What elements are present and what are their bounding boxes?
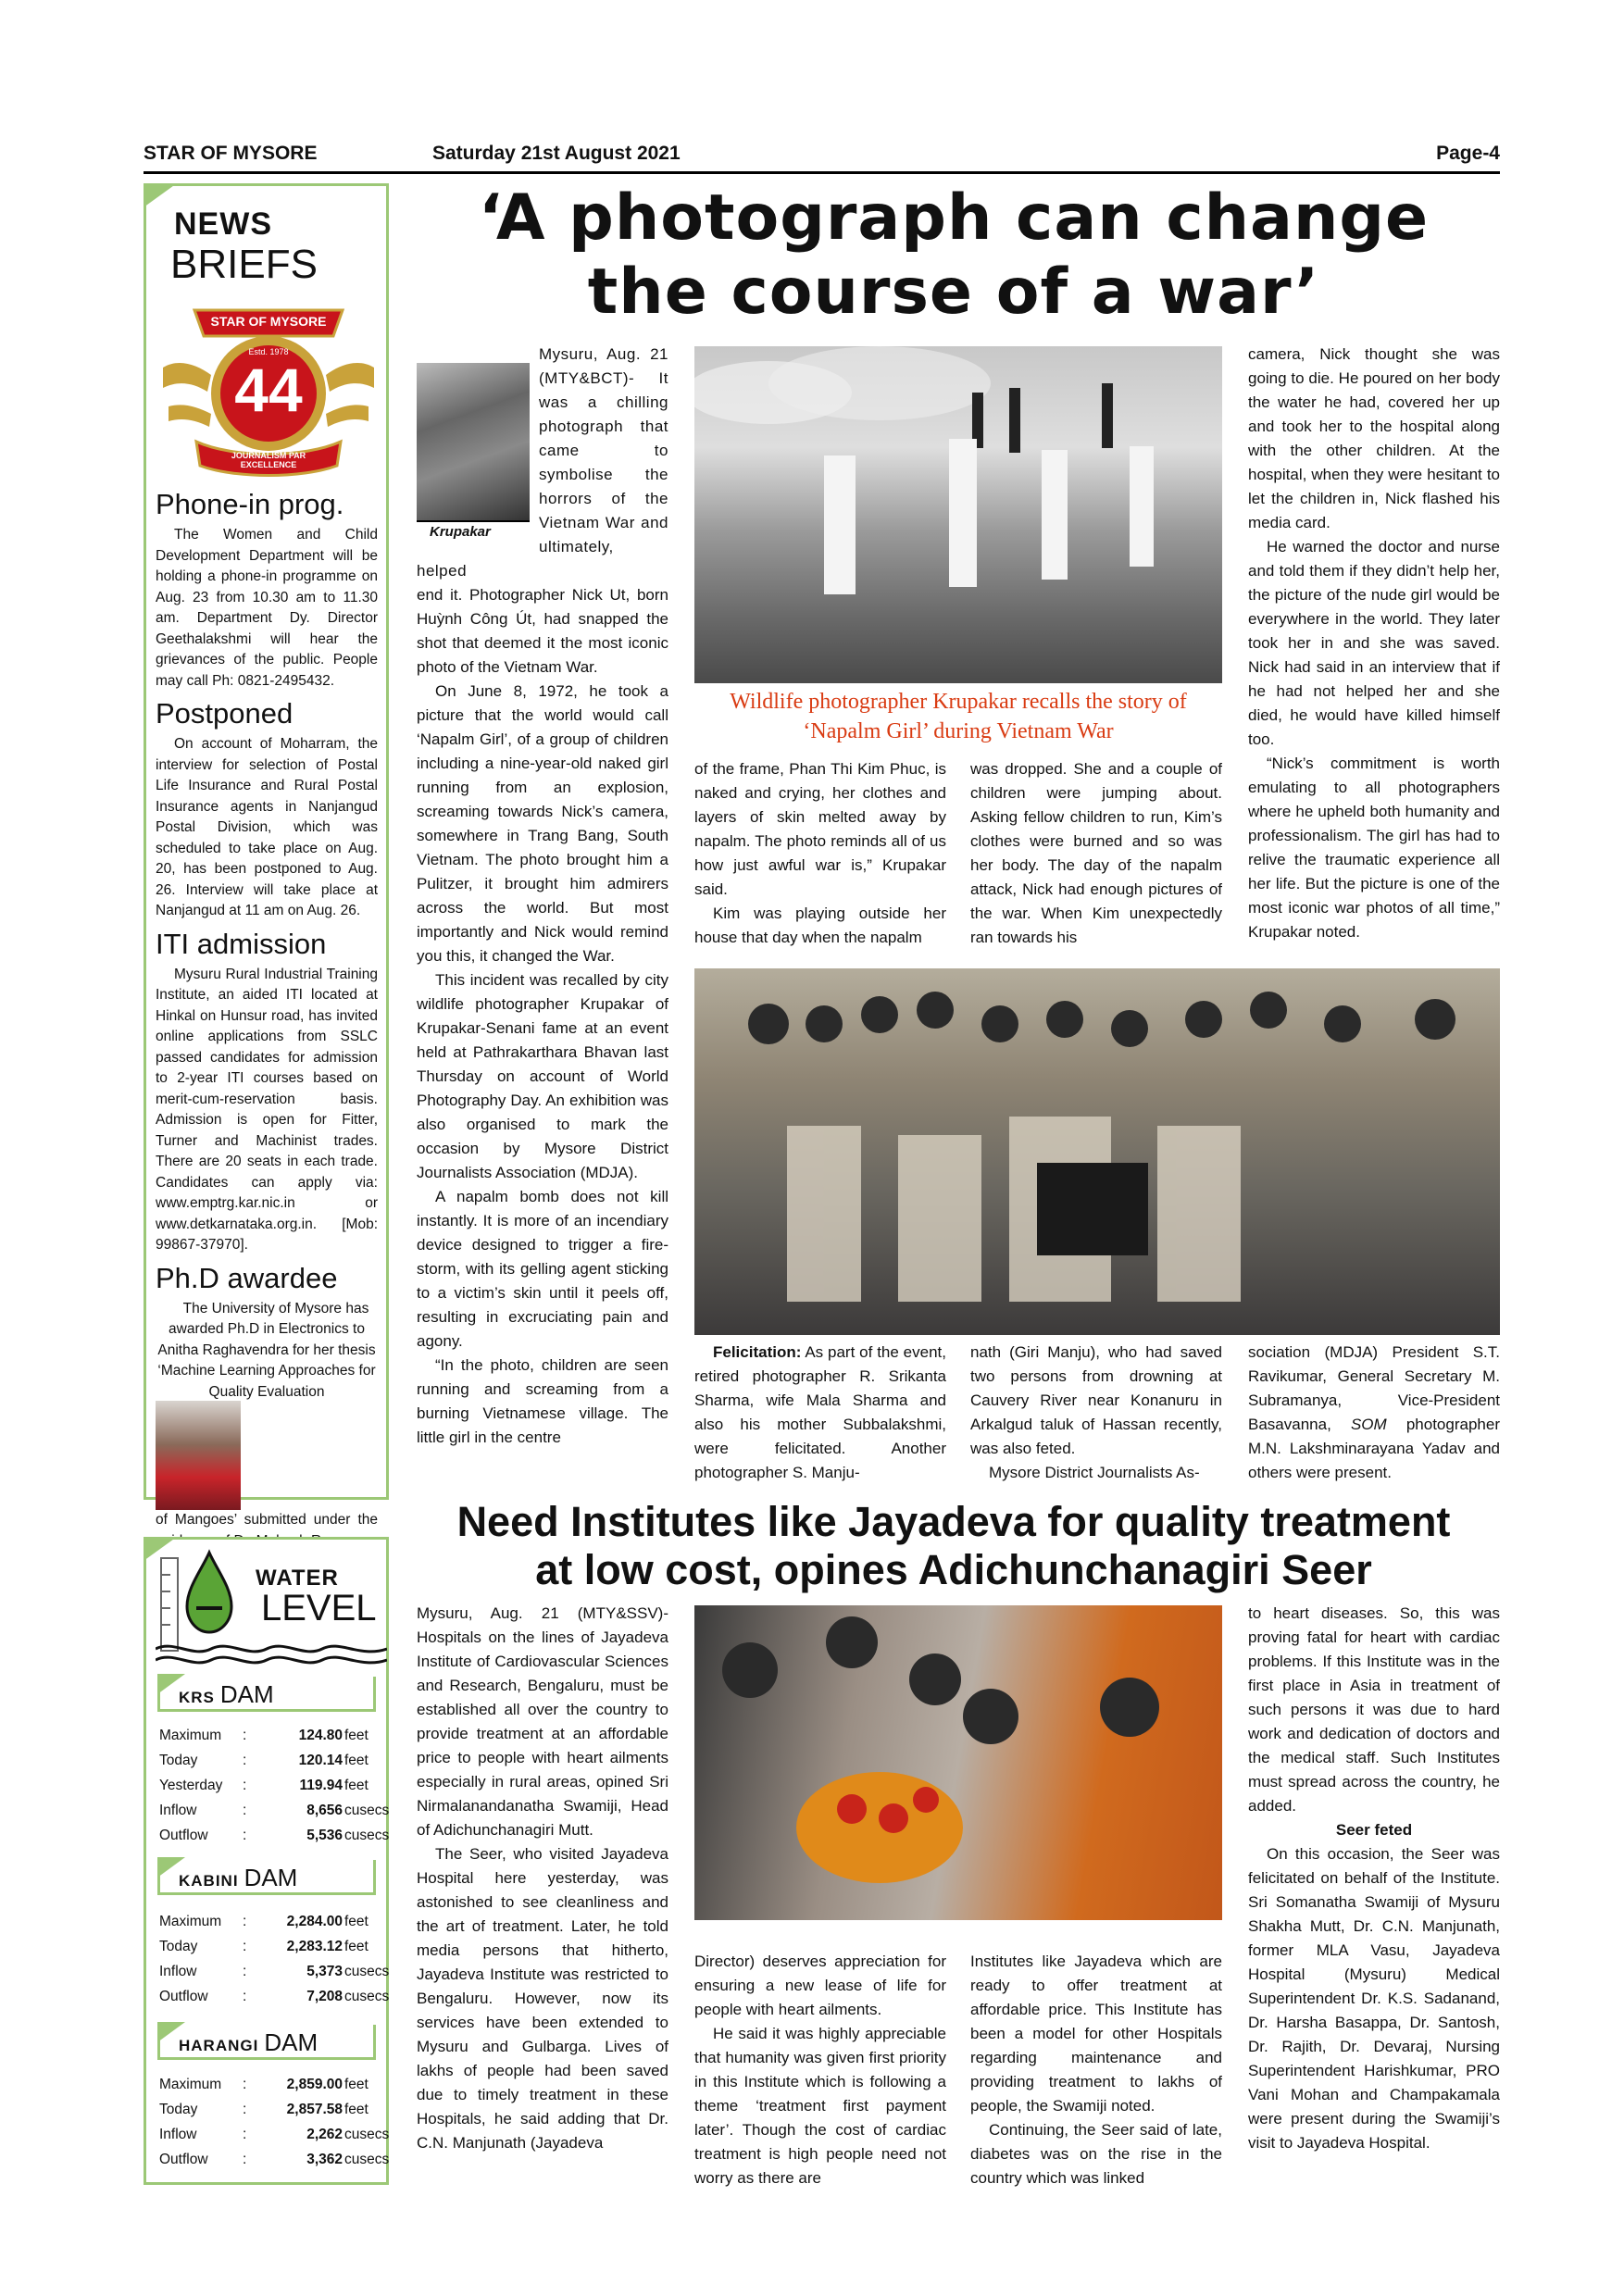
brief-heading: Postponed [156,697,294,730]
dam-title-harangi [157,2025,376,2060]
krupakar-photo-block [417,363,530,540]
brief-body: Mysuru Rural Industrial Training Institute, an aided ITI located at Hinkal on Hunsur road, has invited online applications from SSLC passed candidates for admission to 2-year ITI courses based on merit-cum-reservation basis. Admission is open for Fitter, Turner and Machinist trades. There are 20 seats in each trade. Candidates can apply via: www.emptrg.kar.nic.in or www.detkarnataka.org.in. [Mob: 99867-37970]. [156,966,378,1253]
story2-col-3 [970,1950,1222,2190]
dam-row: Yesterday : 119.94 feet [159,1778,369,1793]
star-of-mysore-44-logo [159,303,378,477]
dam-row: Maximum : 2,859.00 feet [159,2077,369,2092]
story1-body: camera, Nick thought she was going to die. He poured on her body the water he had, covered her up and took her to the hospital along with the other children. At the hospital, when they were hesitant to let the children in, Nick flashed his media card. [1248,345,1500,531]
headline-line-2: the course of a war’ [587,256,1320,329]
headline-line-1: ‘A photograph can change [478,181,1430,255]
dam-row: Outflow : 7,208 cusecs [159,1989,390,2004]
water-level-box [144,1537,389,2185]
water-title-a: WATER [256,1566,339,1591]
brief-list [156,482,378,1552]
story2-body: Continuing, the Seer said of late, diabetes was on the rise in the country which was linked [970,2121,1222,2187]
napalm-photo-caption: Wildlife photographer Krupakar recalls the story of ‘Napalm Girl’ during Vietnam War [730,690,1187,743]
dam-row: Today : 2,857.58 feet [159,2102,369,2117]
felicitation-caption-col-3 [970,1341,1222,1485]
felicitation-text: nath (Giri Manju), who had saved two persons from drowning at Cauvery River near Konanuru in Arkalgud taluk of Hassan recently, was also feted. [970,1343,1222,1457]
dam-row: Outflow : 5,536 cusecs [159,1828,390,1843]
dam-row: Inflow : 8,656 cusecs [159,1803,390,1818]
headline-line-1: Need Institutes like Jayadeva for quality treatment [456,1498,1451,1545]
krupakar-photo [417,363,530,520]
story1-body: A napalm bomb does not kill instantly. It is more of an incendiary device designed to trigger a fire-storm, with its gelling agent sticking to a victim’s skin until it peels off, resulting in excruciating pain and agony. [417,1188,668,1350]
brief-item [156,928,378,1256]
dam-title-kabini [157,1860,376,1895]
dam-prefix: KRS [179,1689,215,1706]
story2-body: Mysuru, Aug. 21 (MTY&SSV)- Hospitals on the lines of Jayadeva Institute of Cardiovascular Sciences and Research, Bengaluru, must be established all over the country to provide treatment at an affordable price to people with heart ailments especially in rural areas, opined Sri Nirmalanandanatha Swamiji, Head of Adichunchanagiri Mutt. [417,1604,668,1839]
dam-row: Inflow : 5,373 cusecs [159,1964,390,1979]
story2-body: to heart diseases. So, this was proving fatal for heart with cardiac problems. If this Institute was in the first place in Asia in treatment of such persons it was due to hard work and dedication of doctors and the medical staff. Such Institutes must spread across the country, he added. [1248,1604,1500,1815]
brief-body-end: of Mangoes’ submitted under the [156,1512,378,1528]
logo-estd: Estd. 1978 [248,347,289,356]
story1-col-3 [970,757,1222,950]
story2-body: The Seer, who visited Jayadeva Hospital here yesterday, was astonished to see cleanliness and the art of treatment. Later, he told media persons that hitherto, Jayadeva Institute was restricted to Bengaluru. However, now its services have been extended to Mysuru and Gulbarga. Lives of lakhs of people had been saved due to timely treatment in these Hospitals, he said adding that Dr. C.N. Manjunath (Jayadeva [417,1845,668,2152]
story2-body: Institutes like Jayadeva which are ready to offer treatment at affordable price. This Institute has been a model for other Hospitals regarding maintenance and providing treatment to lakhs of people, the Swamiji noted. [970,1953,1222,2115]
story1-col-1 [417,343,668,1450]
dam-row: Today : 2,283.12 feet [159,1939,369,1954]
story1-body: On June 8, 1972, he took a picture that the world would call ‘Napalm Girl’, of a group of children including a nine-year-old naked girl running from an explosion, screaming towards Nick’s camera, somewhere in Trang Bang, South Vietnam. The photo brought him a Pulitzer, it brought him admirers across the world. But most importantly and Nick would remind you this, it changed the War. [417,682,668,965]
felicitation-text: As part of the event, retired photographer R. Srikanta Sharma, wife Mala Sharma and also his mother Subbalakshmi, were felicitated. Another photographer S. Manju- [694,1343,946,1481]
som-abbrev: SOM [1350,1416,1387,1433]
page-number: Page-4 [1436,143,1500,164]
dam-row: Outflow : 3,362 cusecs [159,2152,390,2167]
masthead [144,137,1500,174]
brief-item [156,488,378,692]
dam-prefix: HARANGI [179,2037,259,2054]
seer-felicitation-photo [694,1605,1222,1920]
story1-body: of the frame, Phan Thi Kim Phuc, is naked and crying, her clothes and layers of skin melted away by napalm. The photo reminds all of us how just awful war is,” Krupakar said. [694,760,946,898]
story1-body: end it. Photographer Nick Ut, born Huỳnh Công Út, had snapped the shot that deemed it the most iconic photo of the Vietnam War. [417,586,668,676]
brief-item [156,1262,378,1553]
brief-body: The University of Mysore has awarded Ph.D in Electronics to Anitha Raghavendra for her thesis ‘Machine Learning Approaches for Quality Evaluation [157,1300,376,1400]
subhead-seer-feted: Seer feted [1335,1821,1413,1839]
felicitation-text: Mysore District Journalists As- [989,1464,1200,1481]
photo-placeholder-figures [694,1605,1222,1920]
story1-col-2 [694,757,946,950]
brief-body: On account of Moharram, the interview for selection of Postal Life Insurance and Rural Postal Insurance agents in Nanjangud Postal Division, which was scheduled to take place on Aug. 20, has been postponed to Aug. 26. Interview will take place at Nanjangud at 11 am on Aug. 26. [156,736,378,918]
felicitation-label: Felicitation: [713,1343,802,1361]
felicitation-caption-col-4 [1248,1341,1500,1485]
photo-placeholder-figures [694,968,1500,1335]
brief-heading: Phone-in prog. [156,488,344,520]
story1-col-4 [1248,343,1500,944]
story1-body: Mysuru, Aug. 21 (MTY&BCT)- It was a chilling photograph that came to symbolise the horrors of the Vietnam War and ultimately, helped [417,345,668,580]
story1-headline [407,181,1500,330]
story1-body: was dropped. She and a couple of children were jumping about. Asking fellow children to run, Kim’s clothes were burned and so was her body. The day of the napalm attack, Nick had enough pictures of the war. When Kim unexpectedly ran towards his [970,760,1222,946]
felicitation-caption-col-2 [694,1341,946,1485]
anitha-raghavendra-photo [156,1401,241,1510]
story1-body: “Nick’s commitment is worth emulating to all photographers where he upheld both humanity and professionalism. The girl has had to relive the traumatic experience all her life. But the picture is one of the most iconic war photos of all time,” Krupakar noted. [1248,755,1500,941]
dam-row: Maximum : 2,284.00 feet [159,1914,369,1929]
logo-name: STAR OF MYSORE [210,314,327,329]
felicitation-group-photo [694,968,1500,1335]
story2-body: He said it was highly appreciable that humanity was given first priority in this Institute which is following a theme ‘treatment first payment later’. Though the cost of cardiac treatment is high people need not worry as there are [694,2025,946,2187]
napalm-girl-photo [694,346,1222,683]
logo-number: 44 [234,356,303,424]
dam-title-krs [157,1677,376,1712]
corner-flag-icon [144,183,177,207]
story2-col-2 [694,1950,946,2190]
dam-row: Maximum : 124.80 feet [159,1728,369,1743]
felicitation-text: sociation (MDJA) President S.T. Ravikumar, General Secretary M. Subramanya, Vice-President Basavanna, [1248,1343,1500,1433]
water-title-b: LEVEL [261,1588,377,1628]
brief-heading: ITI admission [156,927,327,960]
story1-body: Kim was playing outside her house that day when the napalm [694,905,946,946]
briefs-title-briefs: BRIEFS [170,242,318,287]
photo-placeholder-figures [694,346,1222,683]
paper-name: STAR OF MYSORE [144,143,318,164]
story1-body: This incident was recalled by city wildlife photographer Krupakar of Krupakar-Senani fame at an event held at Pathrakarthara Bhavan last Thursday on account of World Photography Day. An exhibition was also organised to mark the occasion by Mysore District Journalists Association (MDJA). [417,971,668,1181]
brief-body: The Women and Child Development Department will be holding a phone-in programme on Aug. 23 from 10.30 am to 11.30 am. Department Dy. Director Geethalakshmi will hear the grievances of the public. People may call Ph: 0821-2495432. [156,527,378,689]
briefs-title-news: NEWS [174,206,272,242]
dam-suffix: DAM [264,2028,319,2056]
krupakar-photo-credit: Krupakar [417,520,530,540]
story2-body: Director) deserves appreciation for ensuring a new lease of life for people with heart ailments. [694,1953,946,2018]
dam-suffix: DAM [219,1680,274,1708]
dam-suffix: DAM [244,1864,298,1891]
story1-body: He warned the doctor and nurse and told them if they didn’t help her, the picture of the nude girl would be everywhere in the world. They later took her in and she was saved. Nick had said in an interview that if he had not helped her and she died, he would have killed himself too. [1248,538,1500,748]
story2-body: On this occasion, the Seer was felicitated on behalf of the Institute. Sri Somanatha Swamiji of Mysuru Shakha Mutt, Dr. C.N. Manjunath, former MLA Vasu, Jayadeva Hospital (Mysuru) Medical Superintendent Dr. K.S. Sadanand, Dr. Harsha Basappa, Dr. Santosh, Dr. Rajith, Dr. Devaraj, Nursing Superintendent Harishkumar, PRO Vani Mohan and Champakamala were present during the Swamiji’s visit to Jayadeva Hospital. [1248,1845,1500,2152]
headline-line-2: at low cost, opines Adichunchanagiri Seer [535,1546,1372,1593]
story2-col-1 [417,1602,668,2155]
dam-row: Inflow : 2,262 cusecs [159,2127,390,2142]
story1-body: “In the photo, children are seen running and screaming from a burning Vietnamese village. The little girl in the centre [417,1356,668,1446]
news-briefs-box [144,183,389,1528]
issue-date: Saturday 21st August 2021 [432,143,681,164]
logo-motto: JOURNALISM PAR EXCELLENCE [231,451,306,469]
story2-col-4 [1248,1602,1500,2155]
brief-item [156,697,378,922]
felicitation-text: photographer M.N. Lakshminarayana Yadav and others were present. [1248,1416,1500,1481]
story2-headline [407,1498,1500,1594]
dam-prefix: KABINI [179,1872,239,1890]
brief-heading: Ph.D awardee [156,1261,338,1294]
dam-row: Today : 120.14 feet [159,1753,369,1768]
